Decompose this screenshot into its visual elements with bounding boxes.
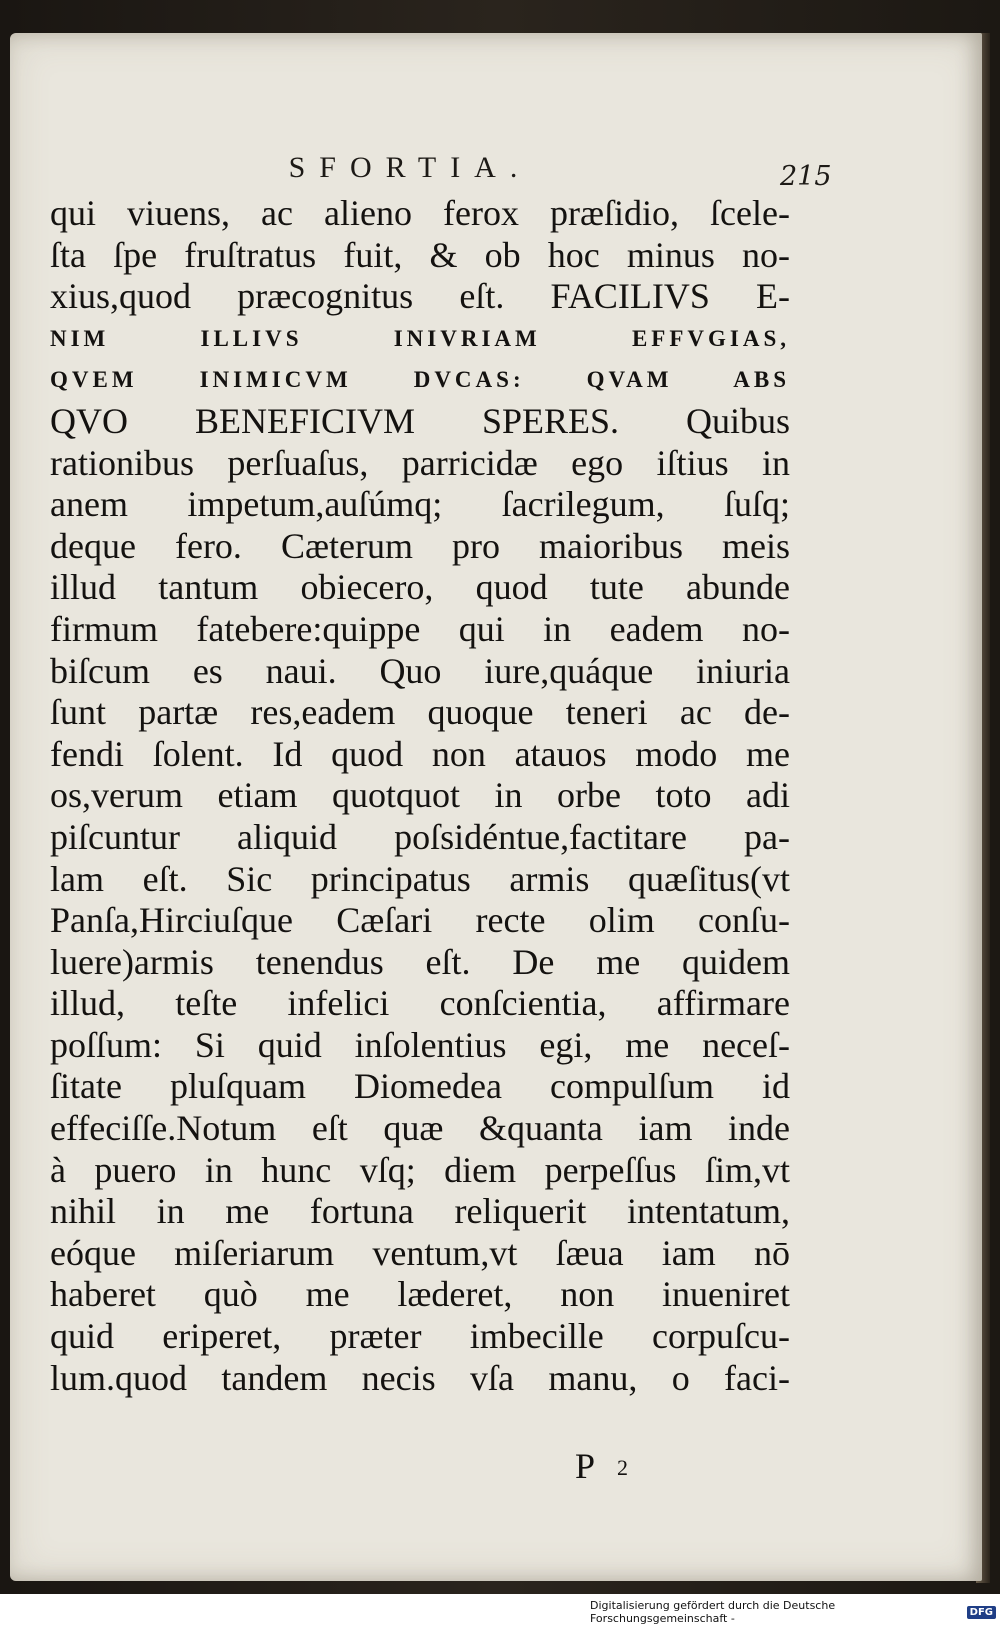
text-line: QVEM INIMICVM DVCAS: QVAM ABS <box>50 367 790 393</box>
running-head: SFORTIA. <box>288 151 532 184</box>
text-line: poſſum: Si quid inſolentius egi, me neceſ- <box>50 1024 790 1065</box>
text-line: ſta ſpe fruſtratus fuit, & ob hoc minus no- <box>50 234 790 275</box>
body-text <box>50 193 790 1399</box>
text-line: anem impetum,auſúmq; ſacrilegum, ſuſq; <box>50 484 790 525</box>
text-line: rationibus perſuaſus, parricidæ ego iſtius in <box>50 442 790 483</box>
text-line: fendi ſolent. Id quod non atauos modo me <box>50 733 790 774</box>
text-line: haberet quò me læderet, non inueniret <box>50 1274 790 1315</box>
text-line: deque fero. Cæterum pro maioribus meis <box>50 525 790 566</box>
signature-mark <box>575 1445 628 1487</box>
text-line: à puero in hunc vſq; diem perpeſſus ſim,vt <box>50 1149 790 1190</box>
text-line: quid eriperet, præter imbecille corpuſcu- <box>50 1316 790 1357</box>
signature-letter: P <box>575 1446 596 1486</box>
text-line: QVO BENEFICIVM SPERES. Quibus <box>50 400 790 441</box>
text-line: lum.quod tandem necis vſa manu, o faci- <box>50 1357 790 1398</box>
text-line: Panſa,Hirciuſque Cæſari recte olim conſu- <box>50 900 790 941</box>
text-line: illud tantum obiecero, quod tute abunde <box>50 567 790 608</box>
text-line: ſunt partæ res,eadem quoque teneri ac de- <box>50 692 790 733</box>
text-line: effeciſſe.Notum eſt quæ &quanta iam inde <box>50 1108 790 1149</box>
text-line: xius,quod præcognitus eſt. FACILIVS E- <box>50 276 790 317</box>
text-line: piſcuntur aliquid poſsidéntue,factitare pa- <box>50 816 790 857</box>
signature-number: 2 <box>617 1455 629 1480</box>
book-page <box>10 33 982 1581</box>
text-line: lam eſt. Sic principatus armis quæſitus(vt <box>50 858 790 899</box>
text-line: eóque miſeriarum ventum,vt ſæua iam nō <box>50 1232 790 1273</box>
footer-credit-text: Digitalisierung gefördert durch die Deutsche Forschungsgemeinschaft - <box>590 1599 836 1625</box>
text-line: firmum fatebere:quippe qui in eadem no- <box>50 608 790 649</box>
text-line: biſcum es naui. Quo iure,quáque iniuria <box>50 650 790 691</box>
text-line: ſitate pluſquam Diomedea compulſum id <box>50 1066 790 1107</box>
text-line: illud, teſte infelici conſcientia, affirmare <box>50 983 790 1024</box>
footer-credit <box>590 1599 996 1625</box>
text-line: luere)armis tenendus eſt. De me quidem <box>50 941 790 982</box>
folio-number: 215 <box>780 161 832 192</box>
text-line: NIM ILLIVS INIVRIAM EFFVGIAS, <box>50 325 790 351</box>
text-line: nihil in me fortuna reliquerit intentatum, <box>50 1191 790 1232</box>
text-line: qui viuens, ac alieno ferox præſidio, ſcele- <box>50 193 790 233</box>
dfg-logo: DFG <box>967 1606 996 1619</box>
text-line: os,verum etiam quotquot in orbe toto adi <box>50 775 790 816</box>
